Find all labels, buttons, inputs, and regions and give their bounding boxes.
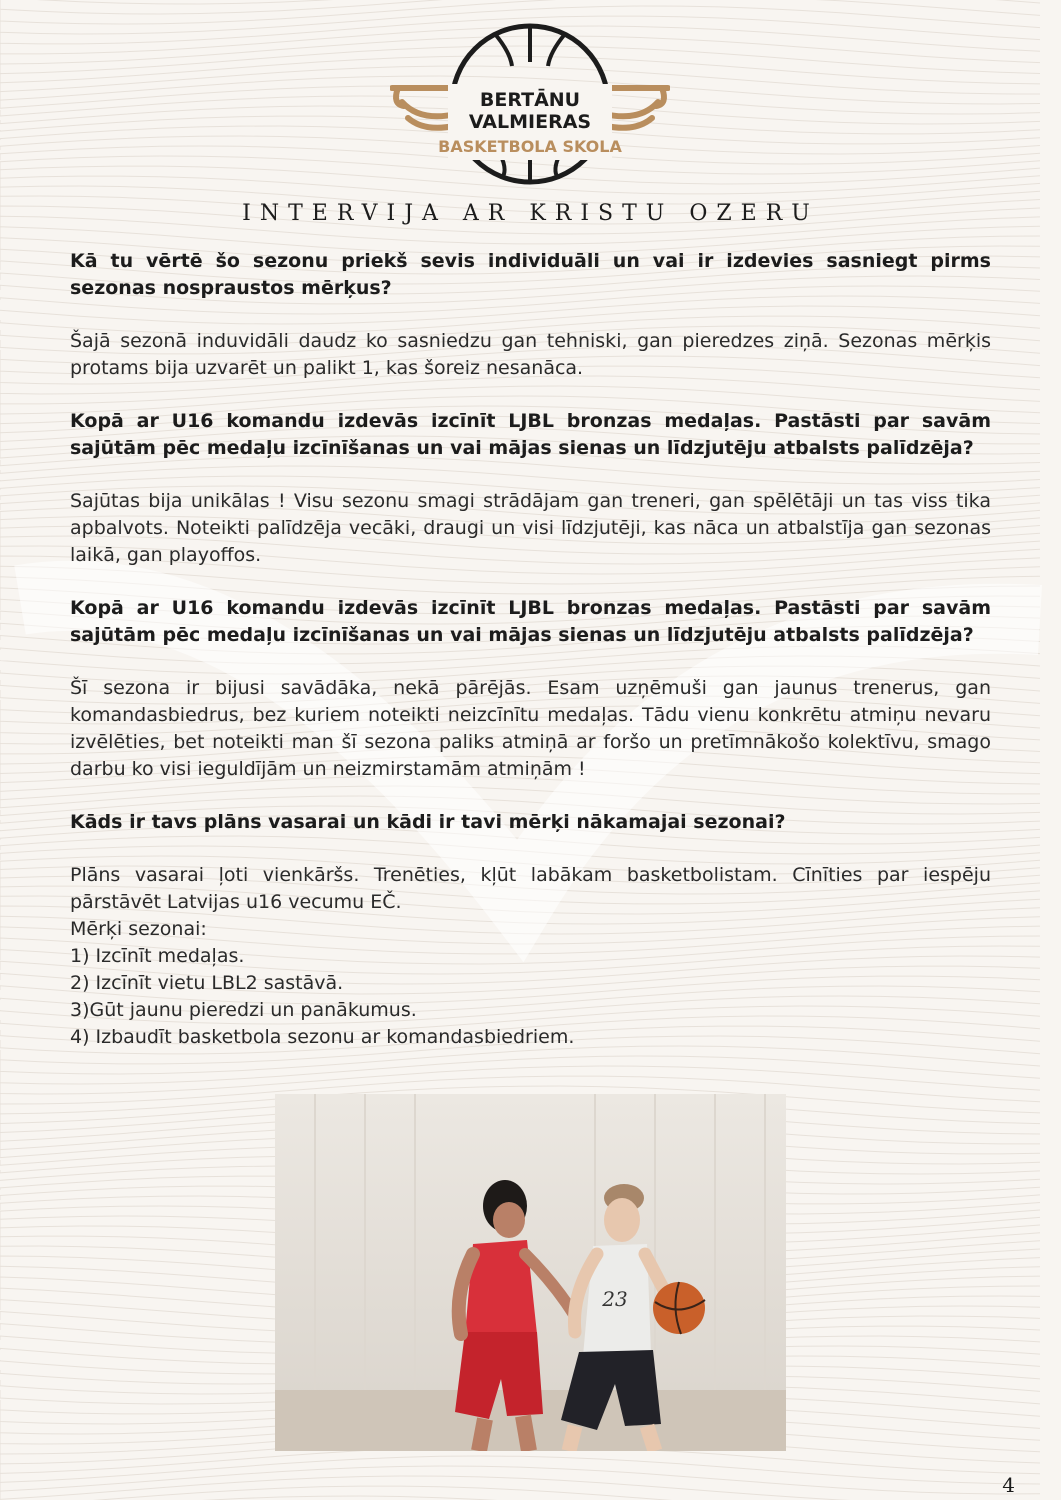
logo-line1: BERTĀNU <box>479 89 581 111</box>
interview-article <box>70 248 991 1051</box>
logo-line2: VALMIERAS <box>468 111 592 133</box>
answer-4 <box>70 862 991 1051</box>
goal-item-4: 4) Izbaudīt basketbola sezonu ar komandasbiedriem. <box>70 1026 575 1048</box>
page-title: INTERVIJA AR KRISTU OZERU <box>242 201 819 226</box>
goal-item-3: 3)Gūt jaunu pieredzi un panākumus. <box>70 999 417 1021</box>
page-number: 4 <box>1002 1473 1015 1497</box>
logo-line3: BASKETBOLA SKOLA <box>438 137 622 156</box>
answer-2: Sajūtas bija unikālas ! Visu sezonu smagi strādājam gan treneri, gan spēlētāji un tas viss tika apbalvots. Noteikti palīdzēja vecāki, draugi un visi līdzjutēji, kas nāca un atbalstīja gan sezonas laikā, gan playoffos. <box>70 490 991 566</box>
school-logo <box>390 22 670 187</box>
answer-1: Šajā sezonā induvidāli daudz ko sasniedzu gan tehniski, gan pieredzes ziņā. Sezonas mērķis protams bija uzvarēt un palikt 1, kas šoreiz nesanāca. <box>70 330 991 379</box>
question-3: Kopā ar U16 komandu izdevās izcīnīt LJBL bronzas medaļas. Pastāsti par savām sajūtām pēc medaļu izcīnīšanas un vai mājas sienas un līdzjutēju atbalsts palīdzēja? <box>70 597 991 646</box>
jersey-number: 23 <box>602 1287 628 1311</box>
basketball-photo <box>275 1094 786 1451</box>
goal-item-1: 1) Izcīnīt medaļas. <box>70 945 245 967</box>
question-1: Kā tu vērtē šo sezonu priekš sevis individuāli un vai ir izdevies sasniegt pirms sezonas nospraustos mērķus? <box>70 250 991 299</box>
question-4: Kāds ir tavs plāns vasarai un kādi ir tavi mērķi nākamajai sezonai? <box>70 811 786 833</box>
question-2: Kopā ar U16 komandu izdevās izcīnīt LJBL bronzas medaļas. Pastāsti par savām sajūtām pēc medaļu izcīnīšanas un vai mājas sienas un līdzjutēju atbalsts palīdzēja? <box>70 410 991 459</box>
goals-label: Mērķi sezonai: <box>70 918 207 940</box>
answer-4-text: Plāns vasarai ļoti vienkāršs. Trenēties, kļūt labākam basketbolistam. Cīnīties par iespēju pārstāvēt Latvijas u16 vecumu EČ. <box>70 864 991 913</box>
goal-item-2: 2) Izcīnīt vietu LBL2 sastāvā. <box>70 972 344 994</box>
answer-3: Šī sezona ir bijusi savādāka, nekā pārējās. Esam uzņēmuši gan jaunus trenerus, gan komandasbiedrus, bez kuriem noteikti neizcīnītu medaļas. Tādu vienu konkrētu atmiņu nevaru izvēlēties, bet noteikti man šī sezona paliks atmiņā ar foršo un pretīmnākošo kolektīvu, smago darbu ko visi ieguldījām un neizmirstamām atmiņām ! <box>70 677 991 780</box>
